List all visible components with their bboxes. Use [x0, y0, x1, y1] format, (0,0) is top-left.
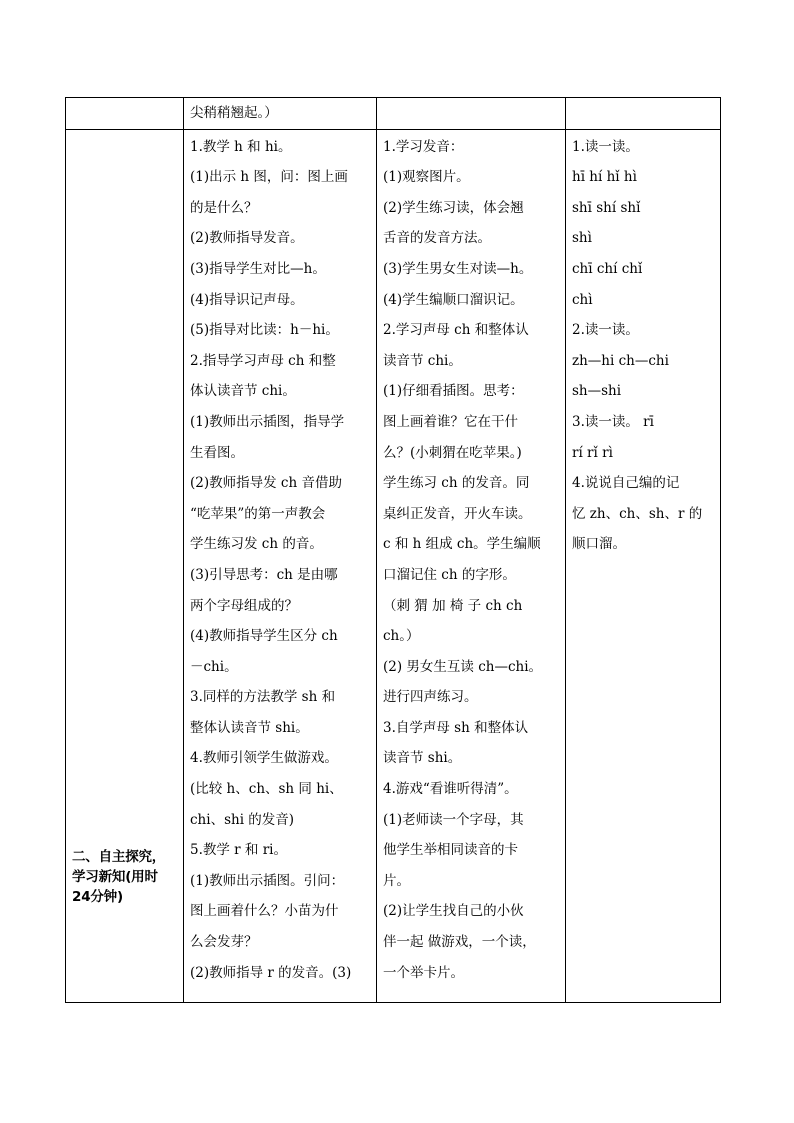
table-cell-continued-text — [184, 98, 377, 130]
text-line: (4)教师指导学生区分 ch — [190, 628, 338, 645]
text-line: 学生练习 ch 的发音。同 — [383, 475, 530, 492]
text-line: chī chí chǐ — [572, 260, 643, 277]
text-line: c 和 h 组成 ch。学生编顺 — [383, 536, 541, 553]
text-line: chì — [572, 291, 593, 308]
text-line: 一个举卡片。 — [383, 964, 464, 981]
text-line: 1.教学 h 和 hi。 — [190, 138, 292, 155]
section-title-line: 学习新知(用时 — [72, 868, 158, 885]
text-line: 忆 zh、ch、sh、r 的 — [572, 505, 703, 522]
text-line: (1)观察图片。 — [383, 169, 470, 186]
text-line: 么会发芽？ — [190, 934, 258, 951]
text-line: chi、shi 的发音) — [190, 811, 295, 828]
text-line: (1)教师出示插图，指导学 — [190, 413, 345, 430]
text-line: 图上画着谁？它在干什 — [383, 413, 518, 430]
text-line: 的是什么？ — [190, 199, 258, 216]
text-line: (1)仔细看插图。思考： — [383, 383, 524, 400]
lesson-plan-table — [65, 97, 721, 1003]
table-cell-empty — [566, 98, 721, 130]
teacher-activity-cell — [184, 129, 377, 1002]
text-line: (1)老师读一个字母，其 — [383, 811, 524, 828]
text-line: 体认读音节 chi。 — [190, 383, 296, 400]
student-activity-cell — [377, 129, 566, 1002]
text-line: 1.学习发音： — [383, 138, 464, 155]
text-line: (2) 男女生互读 ch—chi。 — [383, 658, 543, 675]
text-line: “吃苹果”的第一声教会 — [190, 505, 326, 522]
text-line: 2.读一读。 — [572, 322, 639, 339]
text-line: 片。 — [383, 872, 410, 889]
text-line: 伴一起 做游戏，一个读， — [383, 934, 536, 951]
table-row — [66, 98, 721, 130]
text-line: （刺 猬 加 椅 子 ch ch — [383, 597, 523, 614]
text-line: 顺口溜。 — [572, 536, 626, 553]
section-title-cell — [66, 129, 184, 1002]
practice-lines — [572, 130, 714, 560]
section-title-line: 24分钟) — [72, 888, 123, 905]
section-title-line: 二、自主探究， — [72, 848, 166, 865]
table-row — [66, 129, 721, 1002]
text-line: 舌音的发音方法。 — [383, 230, 491, 247]
text-line: 5.教学 r 和 ri。 — [190, 842, 287, 859]
teacher-activity-lines — [190, 130, 370, 989]
text-line: 3.同样的方法教学 sh 和 — [190, 689, 336, 706]
text-line: 4.游戏“看谁听得清”。 — [383, 781, 518, 798]
text-line: zh—hi ch—chi — [572, 352, 669, 369]
text-line: rí rǐ rì — [572, 444, 613, 461]
text-line: 生看图。 — [190, 444, 244, 461]
text-line: 3.自学声母 sh 和整体认 — [383, 719, 529, 736]
student-activity-lines — [383, 130, 559, 989]
text-line: 读音节 chi。 — [383, 352, 462, 369]
text-line: (2)教师指导发音。 — [190, 230, 304, 247]
text-line: 2.指导学习声母 ch 和整 — [190, 352, 336, 369]
text-line: (2)学生练习读，体会翘 — [383, 199, 524, 216]
text-line: 读音节 shi。 — [383, 750, 462, 767]
text-line: (1)出示 h 图，问：图上画 — [190, 169, 348, 186]
text-line: 3.读一读。 rī — [572, 413, 654, 430]
text-line: (4)学生编顺口溜识记。 — [383, 291, 524, 308]
text-line: 学生练习发 ch 的音。 — [190, 536, 323, 553]
text-line: 图上画着什么？小苗为什 — [190, 903, 339, 920]
text-line: shī shí shǐ — [572, 199, 641, 216]
text-line: sh—shi — [572, 383, 622, 400]
text-line: －chi。 — [190, 658, 238, 675]
text-line: 口溜记住 ch 的字形。 — [383, 566, 516, 583]
text-line: (2)让学生找自己的小伙 — [383, 903, 524, 920]
table-cell-empty — [377, 98, 566, 130]
text-line: 进行四声练习。 — [383, 689, 478, 706]
text-line: (1)教师出示插图。引问： — [190, 872, 345, 889]
text-line: (2)教师指导发 ch 音借助 — [190, 475, 342, 492]
text-line: 4.教师引领学生做游戏。 — [190, 750, 338, 767]
text-line: (2)教师指导 r 的发音。(3) — [190, 964, 352, 981]
text-line: 2.学习声母 ch 和整体认 — [383, 322, 529, 339]
section-title — [72, 847, 177, 907]
text-line: shì — [572, 230, 592, 247]
text-line: 桌纠正发音，开火车读。 — [383, 505, 532, 522]
text-line: hī hí hǐ hì — [572, 169, 637, 186]
text-line: 么？(小刺猬在吃苹果。) — [383, 444, 522, 461]
text-line: (3)指导学生对比—h。 — [190, 260, 326, 277]
text-line: 4.说说自己编的记 — [572, 475, 680, 492]
text-line: 1.读一读。 — [572, 138, 639, 155]
text-line: (比较 h、ch、sh 同 hi、 — [190, 781, 343, 798]
continued-text-line: 尖稍稍翘起。） — [190, 105, 278, 121]
text-line: (3)学生男女生对读—h。 — [383, 260, 533, 277]
text-line: 两个字母组成的？ — [190, 597, 298, 614]
text-line: (3)引导思考：ch 是由哪 — [190, 566, 338, 583]
text-line: ch。） — [383, 628, 420, 645]
practice-cell — [566, 129, 721, 1002]
table-cell-empty — [66, 98, 184, 130]
text-line: 他学生举相同读音的卡 — [383, 842, 518, 859]
text-line: 整体认读音节 shi。 — [190, 719, 309, 736]
text-line: (4)指导识记声母。 — [190, 291, 304, 308]
text-line: (5)指导对比读：h－hi。 — [190, 322, 339, 339]
